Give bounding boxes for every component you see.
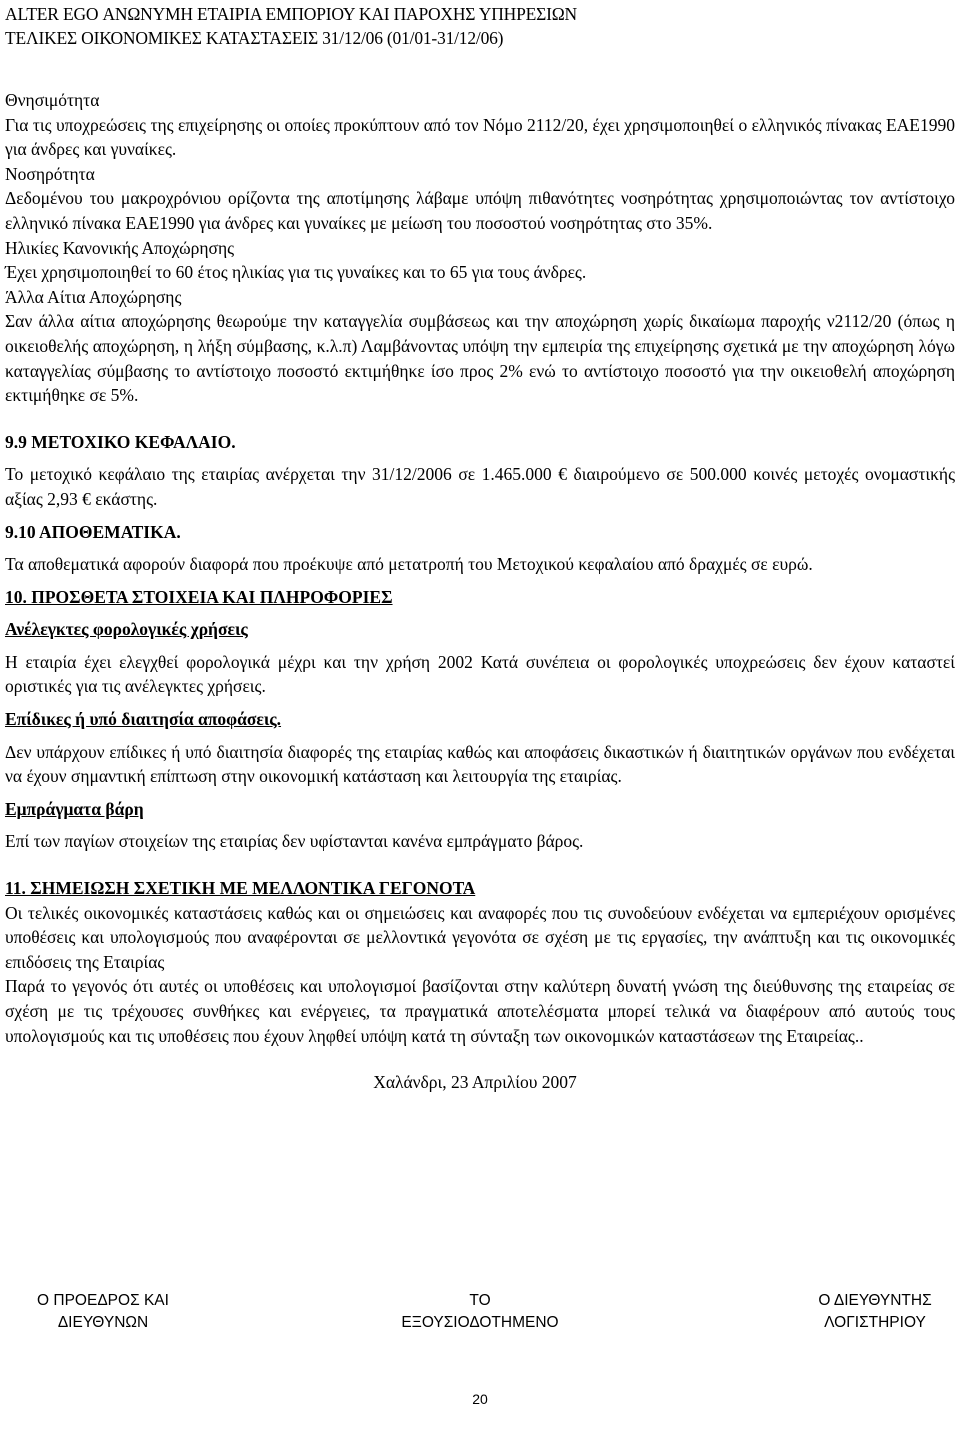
litigation-text: Δεν υπάρχουν επίδικες ή υπό διαιτησία διαφορές της εταιρίας καθώς και αποφάσεις δικαστικών ή διαιτητικών οργάνων που ενδέχεται να έχουν σημαντική επίπτωση στην οικονομική κατάσταση και λειτουργία της εταιρίας. [5, 741, 955, 787]
mortality-label: Θνησιμότητα [5, 90, 100, 110]
encumbrances-text: Επί των παγίων στοιχείων της εταιρίας δεν υφίστανται κανένα εμπράγματο βάρος. [5, 831, 584, 852]
retirement-ages-text: Έχει χρησιμοποιηθεί το 60 έτος ηλικίας για τις γυναίκες και το 65 για τους άνδρες. [5, 262, 587, 283]
future-events-heading: 11. ΣΗΜΕΙΩΣΗ ΣΧΕΤΙΚΗ ΜΕ ΜΕΛΛΟΝΤΙΚΑ ΓΕΓΟΝΟΤΑ [5, 878, 476, 899]
page-number: 20 [472, 1391, 488, 1407]
signature-authorized [370, 1290, 590, 1334]
litigation-title: Επίδικες ή υπό διαιτησία αποφάσεις. [5, 709, 282, 730]
reserves-text: Τα αποθεματικά αφορούν διαφορά που προέκυψε από μετατροπή του Μετοχικού κεφαλαίου από δραχμές σε ευρώ. [5, 554, 813, 575]
morbidity-label: Νοσηρότητα [5, 163, 95, 184]
future-events-text-1: Οι τελικές οικονομικές καταστάσεις καθώς και οι σημειώσεις και αναφορές που τις συνοδεύουν ενδέχεται να εμπεριέχουν ορισμένες υποθέσεις και υπολογισμούς που αναφέρονται σε μελλοντικά γεγονότα σε σχέση με τις εργασίες, την ανάπτυξη και τις οικονομικές επιδόσεις της Εταιρίας [5, 902, 955, 972]
signature-president [8, 1290, 198, 1334]
other-reasons-text: Σαν άλλα αίτια αποχώρησης θεωρούμε την καταγγελία συμβάσεως και την αποχώρηση χωρίς δικαίωμα παροχής ν2112/20 (όπως η οικειοθελής αποχώρηση, η λήξη σύμβασης, κ.λ.π) Λαμβάνοντας υπόψη την εμπειρία της επιχείρησης σχετικά με την αποχώρηση λόγω καταγγελίας σύμβασης το αντίστοιχο ποσοστό εκτιμήθηκε ίσο προς 2% ενώ το αντίστοιχο ποσοστό για την οικειοθελή αποχώρηση εκτιμήθηκε σε 5%. [5, 311, 955, 406]
signature-title-line: ΕΞΟΥΣΙΟΔΟΤΗΜΕΝΟ [401, 1314, 559, 1331]
encumbrances-title: Εμπράγματα βάρη [5, 798, 144, 819]
morbidity-text: Δεδομένου του μακροχρόνιου ορίζοντα της αποτίμησης λάβαμε υπόψη πιθανότητες νοσηρότητας χρησιμοποιώντας τον αντίστοιχο ελληνικό πίνακα ΕΑΕ1990 για άνδρες και γυναίκες με μείωση του ποσοστού νοσηρότητας στο 35%. [5, 188, 955, 233]
signature-title-line: ΛΟΓΙΣΤΗΡΙΟΥ [824, 1314, 926, 1331]
unaudited-years-text: Η εταιρία έχει ελεγχθεί φορολογικά μέχρι και την χρήση 2002 Κατά συνέπεια οι φορολογικές υποχρεώσεις δεν έχουν καταστεί οριστικές για τις ανέλεγκτες χρήσεις. [5, 651, 955, 697]
future-events-text-2: Παρά το γεγονός ότι αυτές οι υποθέσεις και υπολογισμοί βασίζονται στην καλύτερη δυνατή γνώση της διεύθυνσης της εταιρείας σε σχέση με τις τρέχουσες συνθήκες και ενέργειες, τα πραγματικά αποτελέσματα μπορεί τελικά να διαφέρουν από αυτούς τους υπολογισμούς και τις υποθέσεις που έχουν ληφθεί υπόψη κατά τη σύνταξη των οικονομικών καταστάσεων της Εταιρείας.. [5, 976, 955, 1046]
signature-title-line: Ο ΠΡΟΕΔΡΟΣ ΚΑΙ [37, 1292, 169, 1309]
unaudited-years-title: Ανέλεγκτες φορολογικές χρήσεις [5, 619, 248, 640]
mortality-text: Για τις υποχρεώσεις της επιχείρησης οι οποίες προκύπτουν από τον Νόμο 2112/20, έχει χρησιμοποιηθεί ο ελληνικός πίνακας ΕΑΕ1990 για άνδρες και γυναίκες. [5, 114, 955, 160]
signature-title-line: ΔΙΕΥΘΥΝΩΝ [57, 1314, 149, 1331]
other-reasons-label: Άλλα Αίτια Αποχώρησης [5, 286, 182, 307]
share-capital-heading: 9.9 ΜΕΤΟΧΙΚΟ ΚΕΦΑΛΑΙΟ. [5, 431, 236, 452]
retirement-ages-label: Ηλικίες Κανονικής Αποχώρησης [5, 237, 235, 258]
page-header [5, 2, 577, 50]
company-name: ALTER EGO ΑΝΩΝΥΜΗ ΕΤΑΙΡΙΑ ΕΜΠΟΡΙΟΥ ΚΑΙ ΠΑΡΟΧΗΣ ΥΠΗΡΕΣΙΩΝ [5, 4, 577, 24]
signature-title-line: ΤΟ [469, 1292, 491, 1309]
reserves-heading: 9.10 ΑΠΟΘΕΜΑΤΙΚΑ. [5, 521, 181, 542]
document-body [5, 88, 955, 1095]
additional-info-heading: 10. ΠΡΟΣΘΕΤΑ ΣΤΟΙΧΕΙΑ ΚΑΙ ΠΛΗΡΟΦΟΡΙΕΣ [5, 586, 393, 607]
signature-accounting-director [775, 1290, 960, 1334]
share-capital-text: Το μετοχικό κεφάλαιο της εταιρίας ανέρχεται την 31/12/2006 σε 1.465.000 € διαιρούμενο σε 500.000 κοινές μετοχές ονομαστικής αξίας 2,93 € εκάστης. [5, 464, 955, 509]
place-date: Χαλάνδρι, 23 Απριλίου 2007 [373, 1072, 577, 1093]
statements-title: ΤΕΛΙΚΕΣ ΟΙΚΟΝΟΜΙΚΕΣ ΚΑΤΑΣΤΑΣΕΙΣ 31/12/06 (01/01-31/12/06) [5, 28, 504, 48]
signature-title-line: Ο ΔΙΕΥΘΥΝΤΗΣ [818, 1292, 932, 1309]
